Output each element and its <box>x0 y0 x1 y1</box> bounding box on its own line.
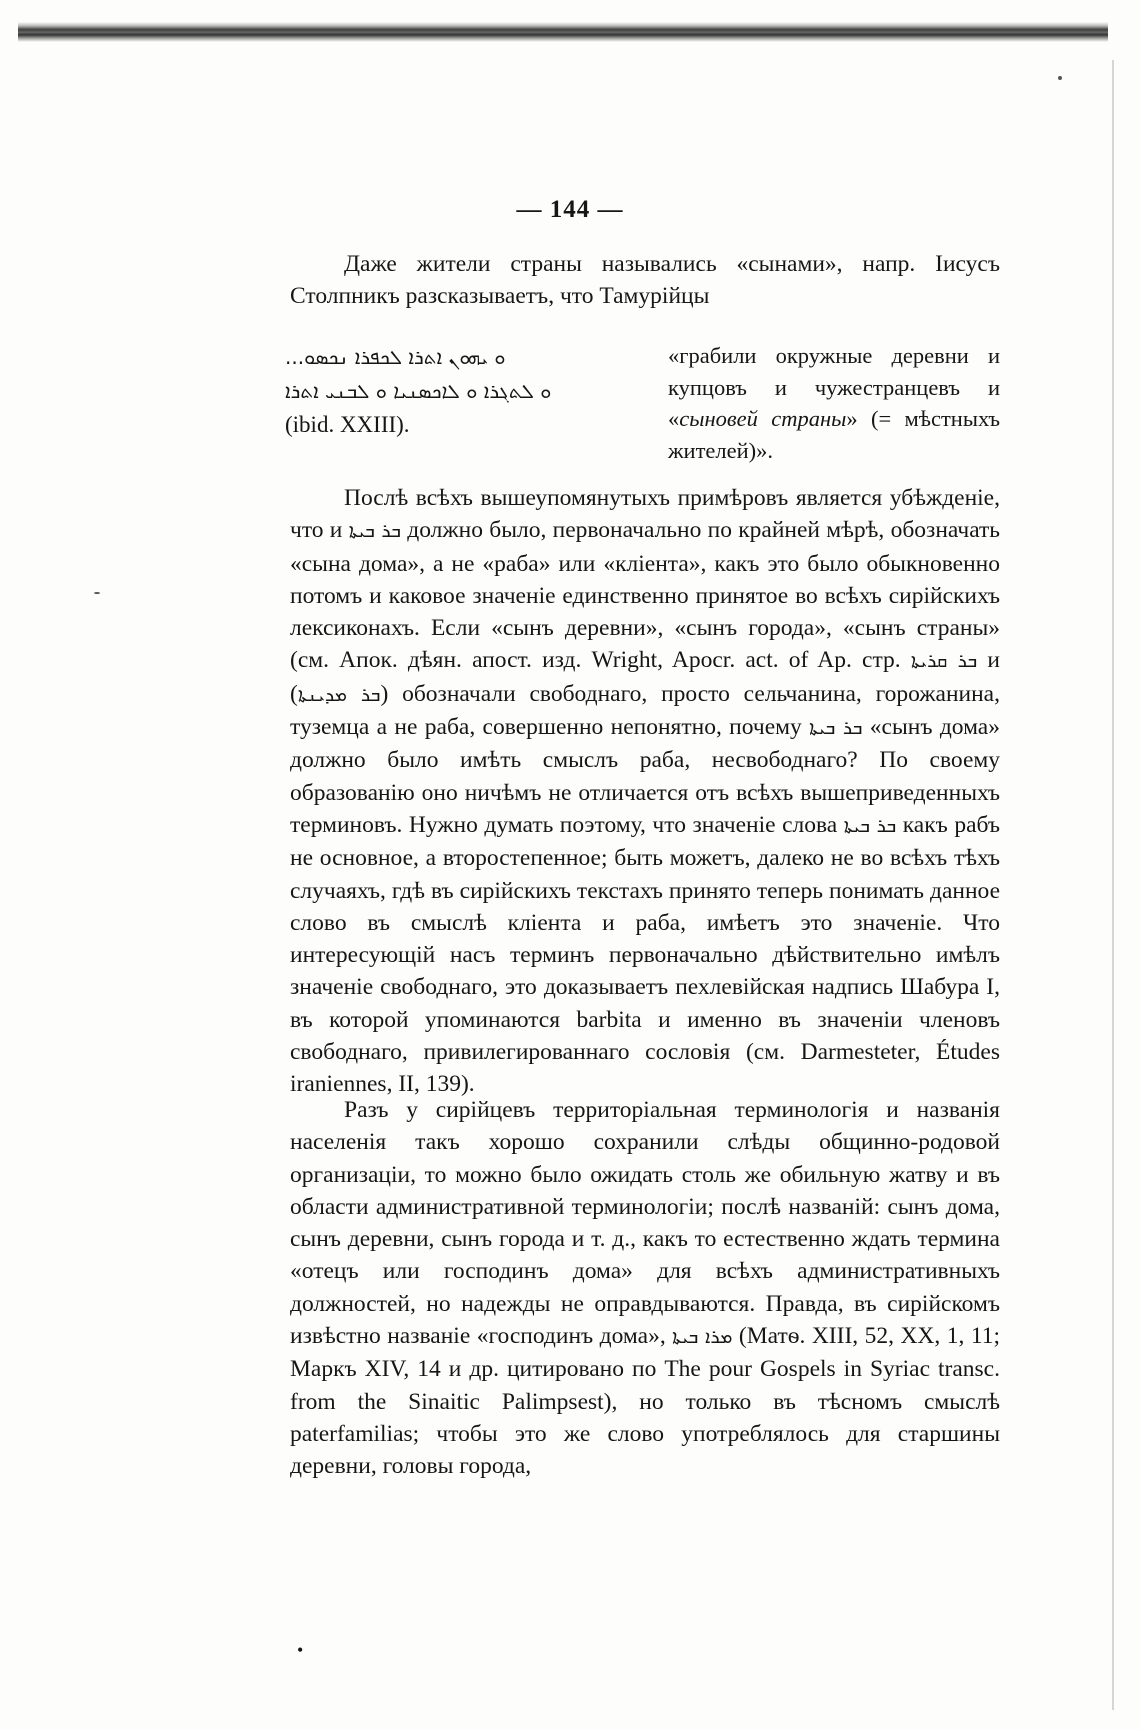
p1-segment: должно было, первоначально по крайней мѣрѣ, обозначать «сына дома», а не «раба» или «кліента», какъ это было обыкновенно потомъ и каковое значеніе единственно принятое во всѣхъ сирійскихъ лексиконахъ. Если «сынъ деревни», «сынъ города», «сынъ страны» (см. Апок. дѣян. апост. изд. Wright, Apocr. act. of Ap. стр. <box>290 517 1001 674</box>
p1-segment: какъ рабъ не основное, а второстепенное; быть можетъ, далеко не во всѣхъ тѣхъ случаяхъ, гдѣ въ сирійскихъ текстахъ принято теперь понимать данное слово въ смыслѣ кліента и раба, имѣетъ это значеніе. Что интересующій насъ терминъ первоначально дѣйствительно имѣлъ значеніе свободнаго, это доказываетъ пехлевійская надпись Шабура I, въ которой упоминаются barbita и именно въ значеніи членовъ свободнаго, привилегированнаго сословія (см. Darmesteter, Études iraniennes, II, 139). <box>290 811 1001 1098</box>
translation-italic: сыновей страны <box>679 406 847 431</box>
syriac-term-bar-bayta: ܒܪ ܒܝܬܐ <box>843 814 897 837</box>
paragraph-2-text <box>290 1094 1000 1483</box>
syriac-quote <box>285 340 630 442</box>
scan-speck <box>1058 76 1062 80</box>
translation-text-end: » (= мѣстныхъ жителей)». <box>668 406 1000 463</box>
paragraph-2 <box>290 1094 1000 1483</box>
syriac-term-bar-bayta: ܒܪ ܒܝܬܐ <box>809 717 863 740</box>
syriac-term-city: ܒܪ ܡܕܝܢܬܐ <box>297 683 381 706</box>
quote-translation <box>668 340 1000 466</box>
p1-segment: «сынъ дома» должно было имѣть смыслъ раба, несвободнаго? По своему образованію оно ничѣмъ не отличается отъ всѣхъ вышеприведенныхъ терминовъ. Нужно думать поэтому, что значеніе слова <box>290 714 1000 838</box>
p1-segment: ) обозначали свободнаго, просто сельчанина, горожанина, туземца а не раба, совершенно непонятно, почему <box>290 680 1000 741</box>
syriac-term-master: ܡܪܐ ܒܝܬܐ <box>672 1326 733 1349</box>
syriac-quote-line-2: ܘ ܠܬܓܪܐ ܘ ܠܐܟܣܢܝܐ ܘ ܠܒܢܝ ܐܬܪܐ <box>285 379 552 403</box>
p1-segment: и <box>987 647 1000 674</box>
syriac-term-bar-bayta: ܒܪ ܒܝܬܐ <box>348 520 401 543</box>
p2-segment: Разъ у сирійцевъ территоріальная терминологія и названія населенія такъ хорошо сохранили слѣды общинно-родовой организаціи, то можно было ожидать столь же обильную жатву и въ области административной терминологіи; послѣ названій: сынъ дома, сынъ деревни, сынъ города и т. д., какъ то естественно ждать термина «отецъ или господинъ дома» для всѣхъ административныхъ должностей, но надежды не оправдываются. Правда, въ сирійскомъ извѣстно названіе «господинъ дома», <box>290 1097 1000 1350</box>
paragraph-1-text: Послѣ всѣхъ вышеупомянутыхъ примѣровъ является убѣжденіе, что и ܒܪ ܒܝܬܐ должно было, первоначально по крайней мѣрѣ, обозначать «сына дома», а не «раба» или «кліента», какъ это было обыкновенно потомъ и каковое значеніе единственно принятое во всѣхъ сирійскихъ лексиконахъ. Если «сынъ деревни», «сынъ города», «сынъ страны» (см. Апок. дѣян. апост. изд. Wright, Apocr. act. of Ap. стр. ܒܪ ܩܪܝܬܐ и (ܒܪ ܡܕܝܢܬܐ) обозначали свободнаго, просто сельчанина, горожанина, туземца а не раба, совершенно непонятно, почему ܒܪ ܒܝܬܐ «сынъ дома» должно было имѣть смыслъ раба, несвободнаго? По своему образованію оно ничѣмъ не отличается отъ всѣхъ вышеприведенныхъ терминовъ. Нужно думать поэтому, что значеніе слова ܒܪ ܒܝܬܐ какъ рабъ не основное, а второстепенное; быть можетъ, далеко не во всѣхъ тѣхъ случаяхъ, гдѣ въ сирійскихъ текстахъ принято теперь понимать данное слово въ смыслѣ кліента и раба, имѣетъ это значеніе. Что интересующій насъ терминъ первоначально дѣйствительно имѣлъ значеніе свободнаго, это доказываетъ пехлевійская надпись Шабура I, въ которой упоминаются barbita и именно въ значеніи членовъ свободнаго, привилегированнаго сословія (см. Darmesteter, Études iraniennes, II, 139). <box>290 485 1001 1098</box>
scan-top-band <box>18 22 1108 42</box>
translation-text: «грабили окружные деревни и купцовъ и чужестранцевъ и « <box>668 343 1000 431</box>
syriac-term-village: ܒܪ ܩܪܝܬܐ <box>910 650 978 673</box>
intro-text: Даже жители страны назывались «сынами», напр. Iисусъ Столпникъ разсказываетъ, что Тамурійцы <box>290 251 1000 310</box>
page-edge-line <box>1112 60 1114 1710</box>
footer-mark: • <box>297 1640 304 1660</box>
paragraph-1 <box>290 482 1000 1101</box>
scan-speck <box>94 592 100 594</box>
p1-segment: Послѣ всѣхъ вышеупомянутыхъ примѣровъ является убѣжденіе, что и <box>290 485 1000 544</box>
intro-paragraph <box>290 248 1000 313</box>
page-number: — 144 — <box>516 196 624 223</box>
syriac-quote-line-1: ܘ ܝܗܘܢ ܐܬܪܐ ܠܟܦܪܐ ܢܟܣܘ... <box>285 345 506 369</box>
p2-segment: (Матѳ. XIII, 52, XX, 1, 11; Маркъ XIV, 14 и др. цитировано по The pour Gospels in Syriac transc. from the Sinaitic Palimpsest), но только въ тѣсномъ смыслѣ paterfamilias; чтобы это же слово употреблялось для старшины деревни, головы города, <box>290 1323 1000 1480</box>
quote-reference: (ibid. XXIII). <box>285 412 410 437</box>
